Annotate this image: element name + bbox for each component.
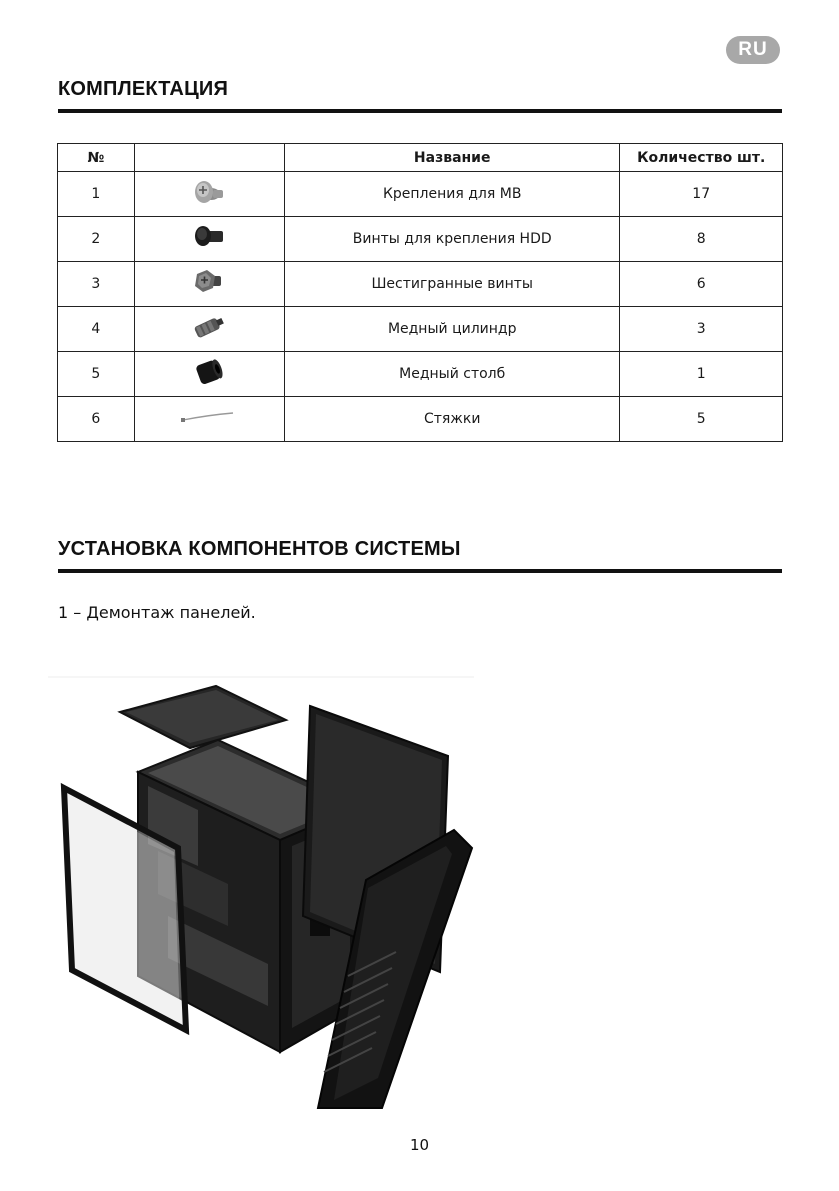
header-num: №	[58, 144, 135, 172]
cell-qty: 8	[620, 217, 783, 262]
section-title-install: УСТАНОВКА КОМПОНЕНТОВ СИСТЕМЫ	[58, 538, 461, 560]
cell-num: 6	[58, 397, 135, 442]
cell-name: Стяжки	[284, 397, 619, 442]
section-title-kit: КОМПЛЕКТАЦИЯ	[58, 78, 229, 100]
page-number: 10	[409, 1136, 430, 1154]
table-row	[58, 397, 783, 442]
table-row	[58, 217, 783, 262]
cell-qty: 5	[620, 397, 783, 442]
cell-name: Крепления для MB	[284, 172, 619, 217]
table-row	[58, 262, 783, 307]
table-row	[58, 307, 783, 352]
cell-num: 1	[58, 172, 135, 217]
cell-qty: 17	[620, 172, 783, 217]
cell-num: 5	[58, 352, 135, 397]
cell-qty: 1	[620, 352, 783, 397]
step-1-text: 1 – Демонтаж панелей.	[58, 603, 256, 622]
kit-table	[57, 143, 783, 442]
hex-screw-icon	[134, 262, 284, 307]
table-row	[58, 172, 783, 217]
header-name: Название	[284, 144, 619, 172]
cell-name: Шестигранные винты	[284, 262, 619, 307]
cable-tie-icon	[134, 397, 284, 442]
copper-cylinder-icon	[134, 307, 284, 352]
table-header-row	[58, 144, 783, 172]
cell-name: Винты для крепления HDD	[284, 217, 619, 262]
cell-name: Медный столб	[284, 352, 619, 397]
mb-standoff-screw-icon	[134, 172, 284, 217]
cell-qty: 6	[620, 262, 783, 307]
exploded-pc-case-illustration	[48, 676, 474, 1116]
section-rule	[58, 109, 782, 113]
cell-qty: 3	[620, 307, 783, 352]
table-row	[58, 352, 783, 397]
cell-name: Медный цилиндр	[284, 307, 619, 352]
cell-num: 3	[58, 262, 135, 307]
header-image	[134, 144, 284, 172]
cell-num: 4	[58, 307, 135, 352]
copper-post-icon	[134, 352, 284, 397]
language-badge: RU	[726, 36, 780, 64]
header-qty: Количество шт.	[620, 144, 783, 172]
section-rule	[58, 569, 782, 573]
cell-num: 2	[58, 217, 135, 262]
hdd-screw-icon	[134, 217, 284, 262]
